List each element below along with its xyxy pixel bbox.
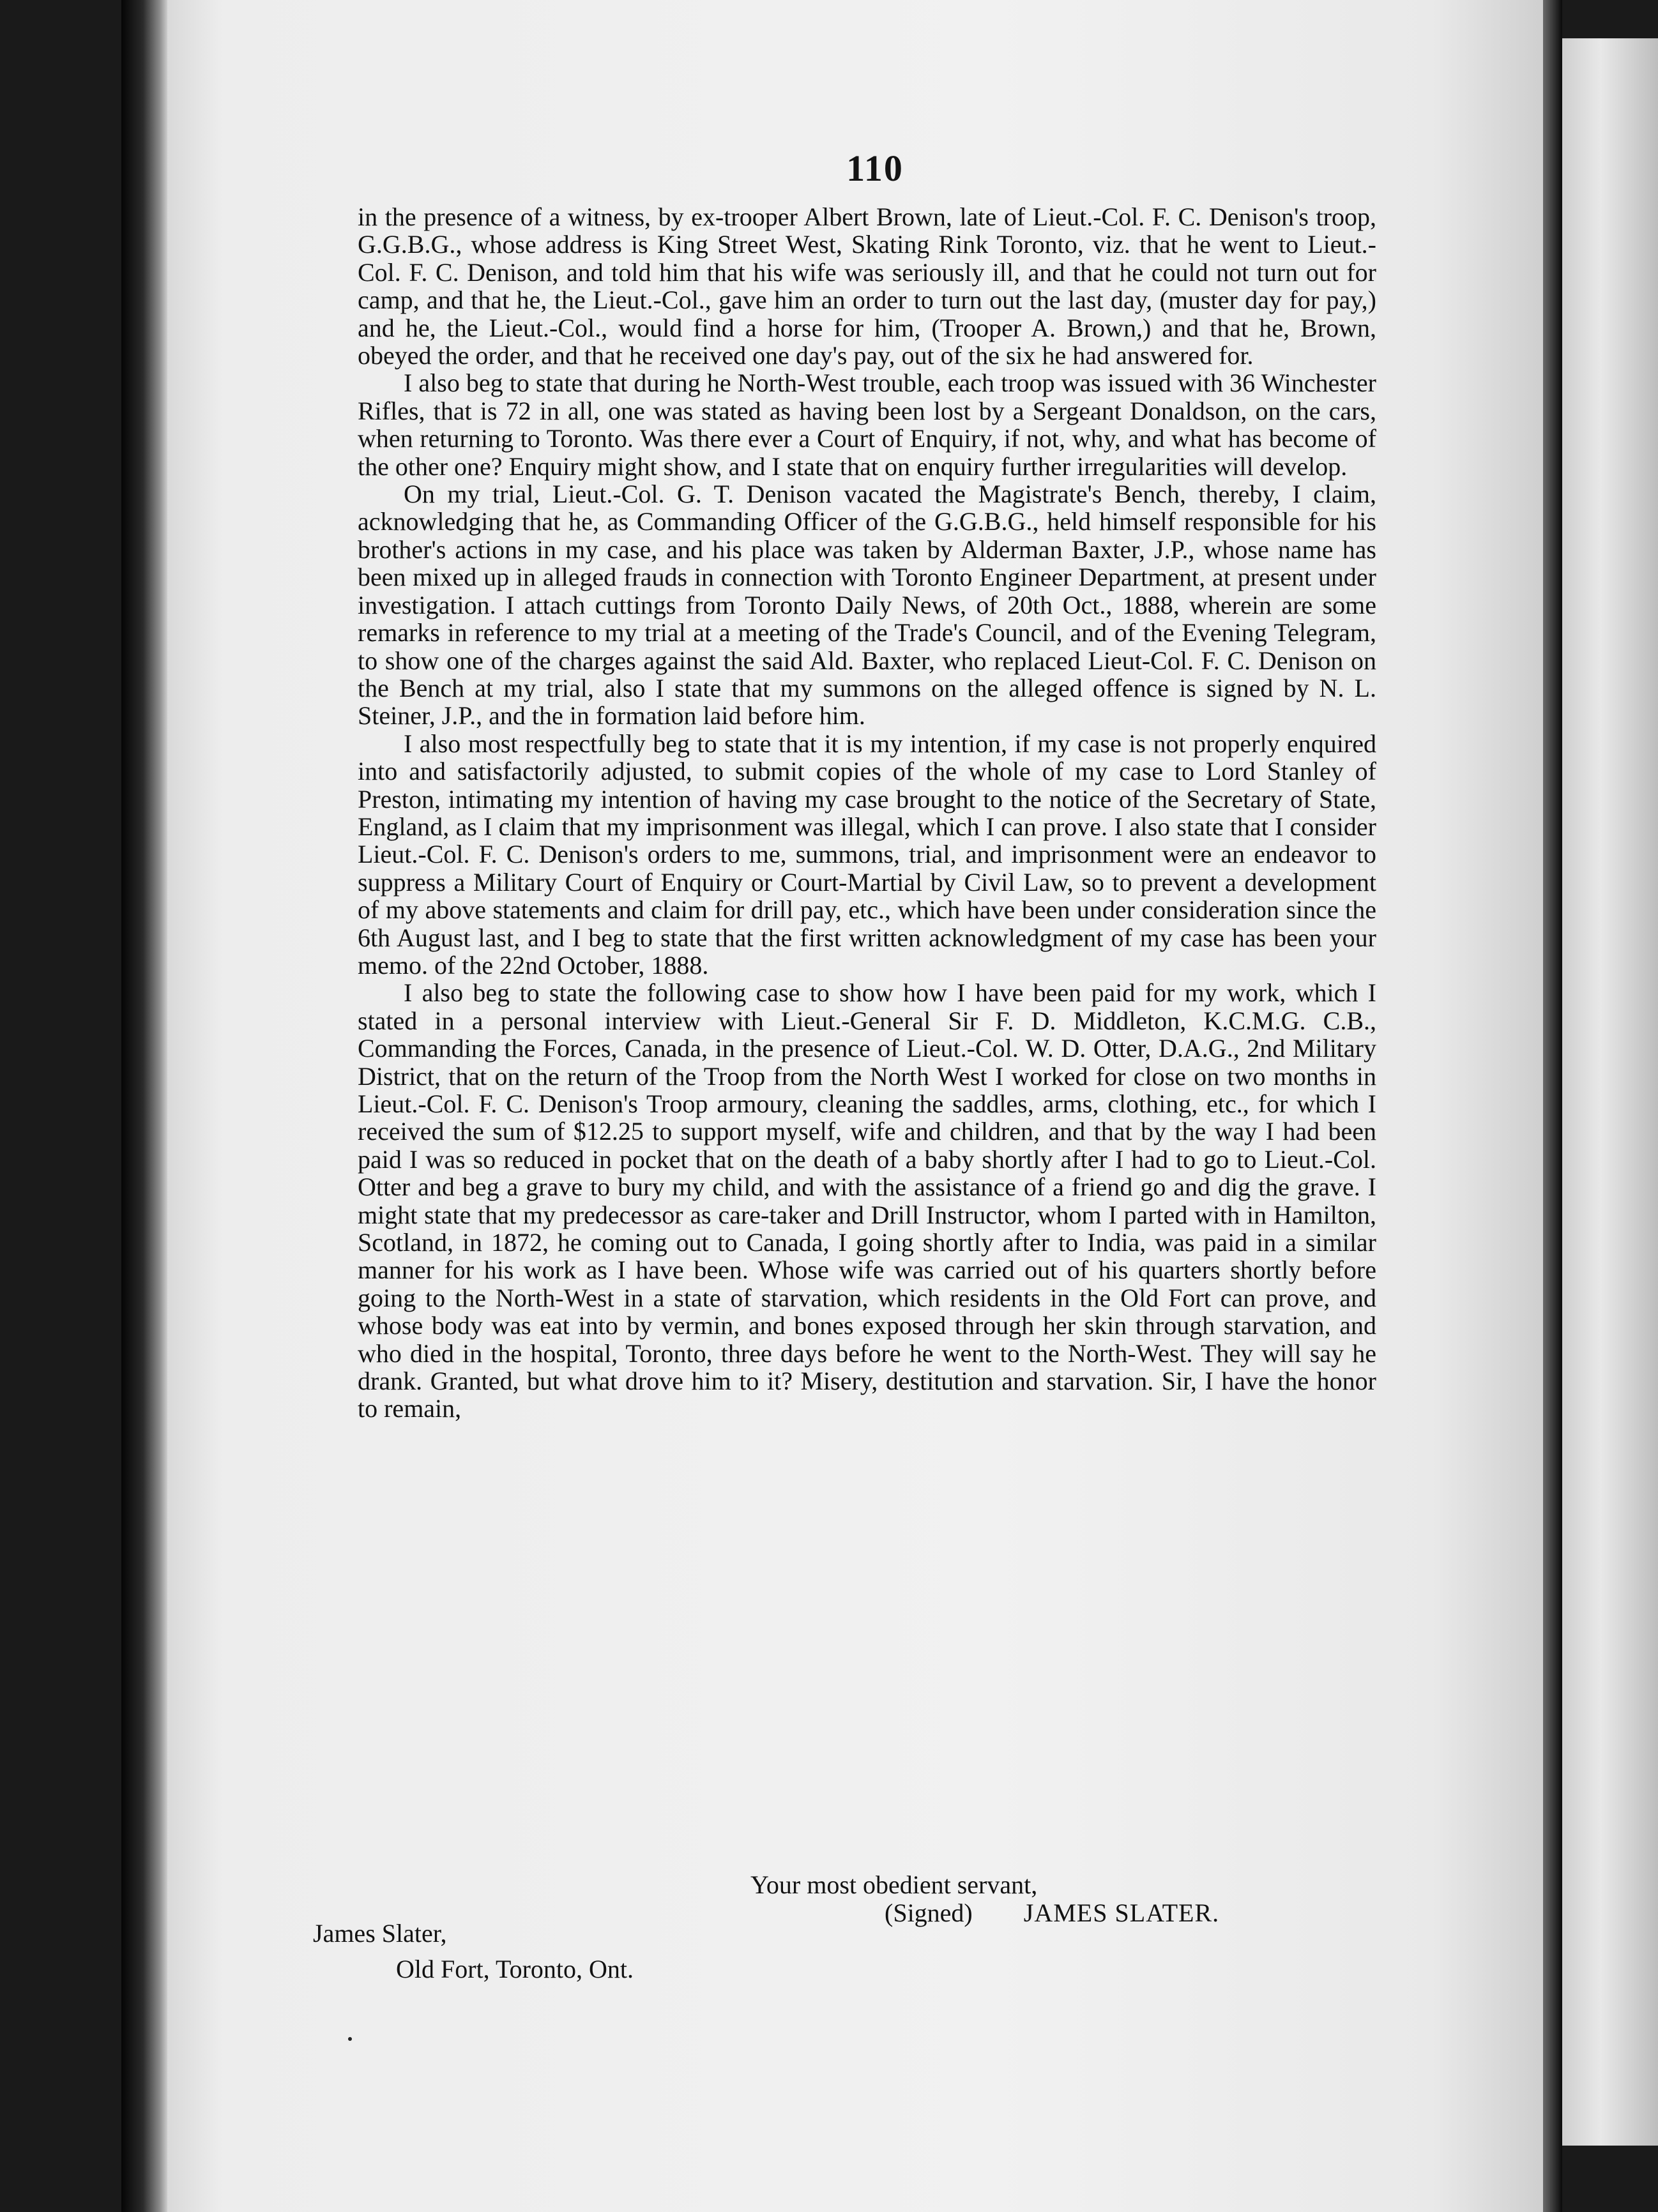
sender-address	[313, 1916, 888, 1987]
scan-speck	[348, 2037, 352, 2041]
paragraph-1: in the presence of a witness, by ex-trooper Albert Brown, late of Lieut.-Col. F. C. Denison's troop, G.G.B.G., whose address is King Street West, Skating Rink Toronto, viz. that he went to Lieut.-Col. F. C. Denison, and told him that his wife was seriously ill, and that he could not turn out for camp, and that he, the Lieut.-Col., gave him an order to turn out the last day, (muster day for pay,) and he, the Lieut.-Col., would find a horse for him, (Trooper A. Brown,) and that he, Brown, obeyed the order, and that he received one day's pay, out of the six he had answered for.	[358, 202, 1376, 370]
adjacent-page-edge	[1562, 38, 1658, 2146]
paragraph-2: I also beg to state that during he North-West trouble, each troop was issued with 36 Winchester Rifles, that is 72 in all, one was stated as having been lost by a Sergeant Donaldson, on the cars, when returning to Toronto. Was there ever a Court of Enquiry, if not, why, and what has become of the other one? Enquiry might show, and I state that on enquiry further irregularities will develop.	[358, 368, 1376, 481]
page-number: 110	[846, 148, 904, 189]
sender-name: James Slater,	[313, 1919, 447, 1948]
paragraph-3: On my trial, Lieut.-Col. G. T. Denison vacated the Magistrate's Bench, thereby, I claim, acknowledging that he, as Commanding Officer of the G.G.B.G., held himself responsible for his brother's actions in my case, and his place was taken by Alderman Baxter, J.P., whose name has been mixed up in alleged frauds in connection with Toronto Engineer Department, at present under investigation. I attach cuttings from Toronto Daily News, of 20th Oct., 1888, wherein are some remarks in reference to my trial at a meeting of the Trade's Council, and of the Evening Telegram, to show one of the charges against the said Ald. Baxter, who replaced Lieut-Col. F. C. Denison on the Bench at my trial, also I state that my summons on the alleged offence is signed by N. L. Steiner, J.P., and the in formation laid before him.	[358, 480, 1376, 731]
closing-salutation: Your most obedient servant,	[750, 1870, 1038, 1899]
signature-name: JAMES SLATER.	[1023, 1898, 1220, 1927]
book-spine-shadow	[121, 0, 169, 2212]
paragraph-5: I also beg to state the following case to show how I have been paid for my work, which I stated in a personal interview with Lieut.-General Sir F. D. Middleton, K.C.M.G. C.B., Commanding the Forces, Canada, in the presence of Lieut.-Col. W. D. Otter, D.A.G., 2nd Military District, that on the return of the Troop from the North West I worked for close on two months in Lieut.-Col. F. C. Denison's Troop armoury, cleaning the saddles, arms, clothing, etc., for which I received the sum of $12.25 to support myself, wife and children, and that by the way I had been paid I was so reduced in pocket that on the death of a baby shortly after I had to go to Lieut.-Col. Otter and beg a grave to bury my child, and with the assistance of a friend go and dig the grave. I might state that my predecessor as care-taker and Drill Instructor, whom I parted with in Hamilton, Scotland, in 1872, he coming out to Canada, I going shortly after to India, was paid in a similar manner for his work as I have been. Whose wife was carried out of his quarters shortly before going to the North-West in a state of starvation, which residents in the Old Fort can prove, and whose body was eat into by vermin, and bones exposed through her skin through starvation, and who died in the hospital, Toronto, three days before he went to the North-West. They will say he drank. Granted, but what drove him to it? Misery, destitution and starvation. Sir, I have the honor to remain,	[358, 978, 1376, 1423]
page-gutter-shadow	[1543, 0, 1562, 2212]
sender-location: Old Fort, Toronto, Ont.	[396, 1955, 634, 1983]
paragraph-4: I also most respectfully beg to state that it is my intention, if my case is not properly enquired into and satisfactorily adjusted, to submit copies of the whole of my case to Lord Stanley of Preston, intimating my intention of having my case brought to the notice of the Secretary of State, England, as I claim that my imprisonment was illegal, which I can prove. I also state that I consider Lieut.-Col. F. C. Denison's orders to me, summons, trial, and imprisonment were an endeavor to suppress a Military Court of Enquiry or Court-Martial by Civil Law, so to prevent a development of my above statements and claim for drill pay, etc., which have been under consideration since the 6th August last, and I beg to state that the first written acknowledgment of my case has been your memo. of the 22nd October, 1888.	[358, 729, 1376, 980]
signed-label: (Signed)	[885, 1898, 973, 1927]
letter-body	[358, 203, 1376, 1423]
